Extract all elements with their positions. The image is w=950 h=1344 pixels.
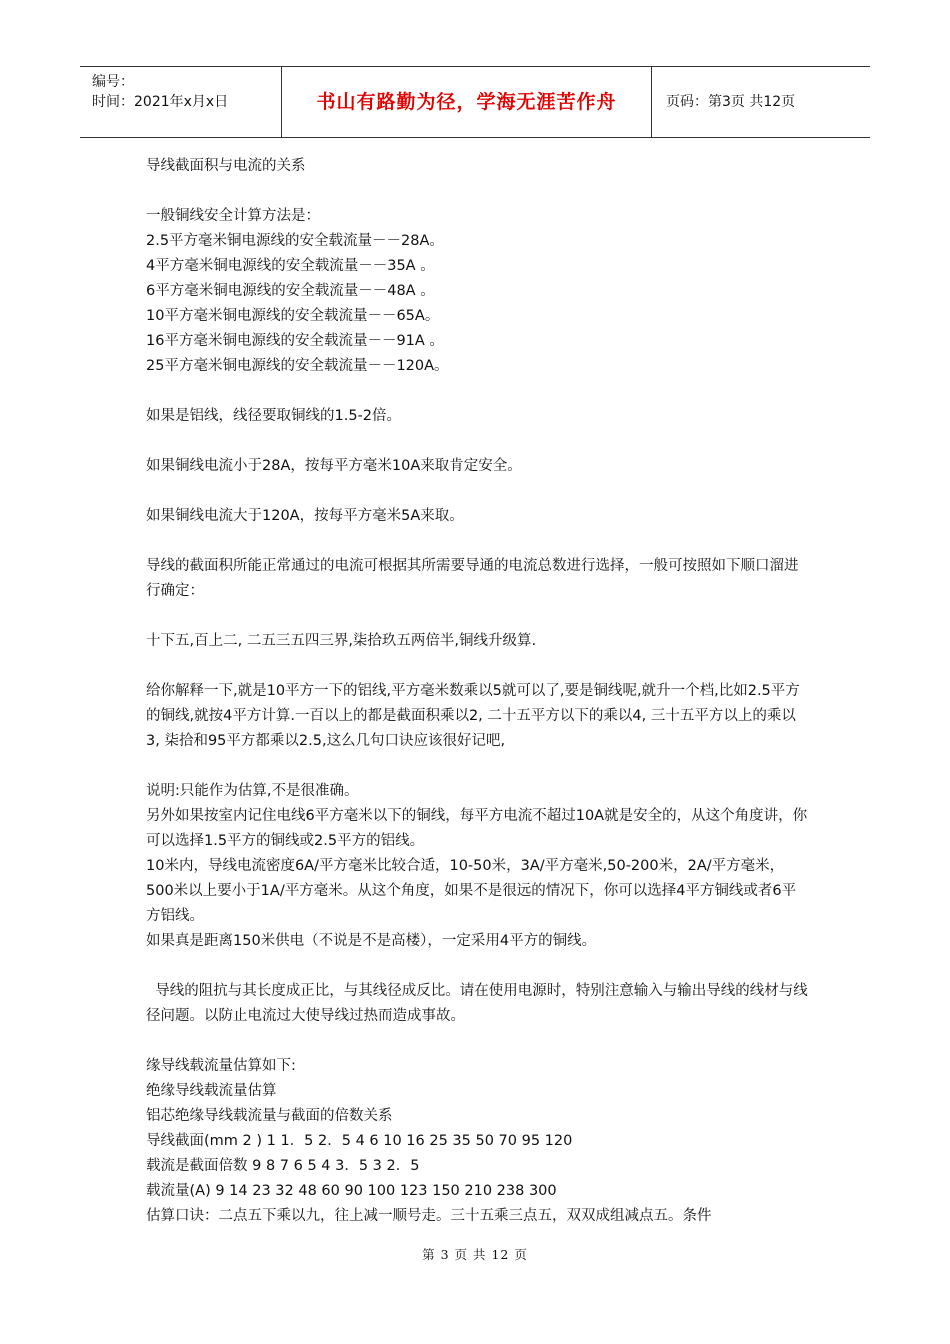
explanation: 给你解释一下,就是10平方一下的铝线,平方毫米数乘以5就可以了,要是铜线呢,就升一个档,比如2.5平方的铜线,就按4平方计算.一百以上的都是截面积乘以2, 二十五平方以下的乘以4, 三十五平方以上的乘以3, 柒拾和95平方都乘以2.5,这么几句口诀应该很好记吧,: [146, 683, 800, 749]
multiple-row: 载流是截面倍数 9 8 7 6 5 4 3．5 3 2．5: [146, 1158, 420, 1174]
rule-line: 25平方毫米铜电源线的安全载流量－－120A。: [146, 358, 449, 374]
selection-intro: 导线的截面积所能正常通过的电流可根据其所需要导通的电流总数进行选择，一般可按照如下顺口溜进行确定：: [146, 558, 799, 599]
header-meta: [80, 67, 282, 137]
estimate-intro: 缘导线载流量估算如下:: [146, 1058, 296, 1074]
doc-title: 导线截面积与电流的关系: [146, 158, 306, 174]
rule-line: 10平方毫米铜电源线的安全载流量－－65A。: [146, 308, 440, 324]
formula: 估算口诀：二点五下乘以九，往上减一顺号走。三十五乘三点五，双双成组减点五。条件: [146, 1208, 712, 1224]
method-intro: 一般铜线安全计算方法是：: [146, 208, 320, 224]
impedance-note: 导线的阻抗与其长度成正比，与其线径成反比。请在使用电源时，特别注意输入与输出导线的线材与线径问题。以防止电流过大使导线过热而造成事故。: [146, 983, 808, 1024]
rhyme: 十下五,百上二, 二五三五四三界,柒拾玖五两倍半,铜线升级算.: [146, 633, 537, 649]
rule-line: 16平方毫米铜电源线的安全载流量－－91A 。: [146, 333, 444, 349]
estimate-title: 绝缘导线载流量估算: [146, 1083, 277, 1099]
number-label: 编号：: [92, 74, 134, 90]
header-motto: 书山有路勤为径，学海无涯苦作舟: [282, 67, 652, 137]
rule-line: 2.5平方毫米铜电源线的安全载流量－－28A。: [146, 233, 444, 249]
page-header: [80, 66, 870, 138]
long-distance-note: 如果真是距离150米供电（不说是不是高楼），一定采用4平方的铜线。: [146, 933, 597, 949]
large-current-note: 如果铜线电流大于120A，按每平方毫米5A来取。: [146, 508, 464, 524]
page-footer: 第 3 页 共 12 页: [422, 1247, 528, 1262]
document-body: [146, 154, 808, 1229]
header-page-info: 页码：第3页 共12页: [666, 94, 796, 110]
indoor-note: 另外如果按室内记住电线6平方毫米以下的铜线，每平方电流不超过10A就是安全的，从这个角度讲，你可以选择1.5平方的铜线或2.5平方的铝线。: [146, 808, 808, 849]
rule-line: 4平方毫米铜电源线的安全载流量－－35A 。: [146, 258, 435, 274]
estimate-subtitle: 铝芯绝缘导线载流量与截面的倍数关系: [146, 1108, 393, 1124]
rule-line: 6平方毫米铜电源线的安全载流量－－48A 。: [146, 283, 435, 299]
disclaimer: 说明:只能作为估算,不是很准确。: [146, 783, 359, 799]
section-row: 导线截面(mm 2 ) 1 1．5 2．5 4 6 10 16 25 35 50 70 95 120: [146, 1133, 573, 1149]
current-row: 载流量(A) 9 14 23 32 48 60 90 100 123 150 210 238 300: [146, 1183, 557, 1199]
time-label: 时间：2021年x月x日: [92, 94, 229, 110]
aluminum-note: 如果是铝线，线径要取铜线的1.5-2倍。: [146, 408, 402, 424]
distance-note: 10米内，导线电流密度6A/平方毫米比较合适，10-50米，3A/平方毫米,50-200米，2A/平方毫米，500米以上要小于1A/平方毫米。从这个角度，如果不是很远的情况下，你可以选择4平方铜线或者6平方铝线。: [146, 858, 797, 924]
small-current-note: 如果铜线电流小于28A，按每平方毫米10A来取肯定安全。: [146, 458, 522, 474]
